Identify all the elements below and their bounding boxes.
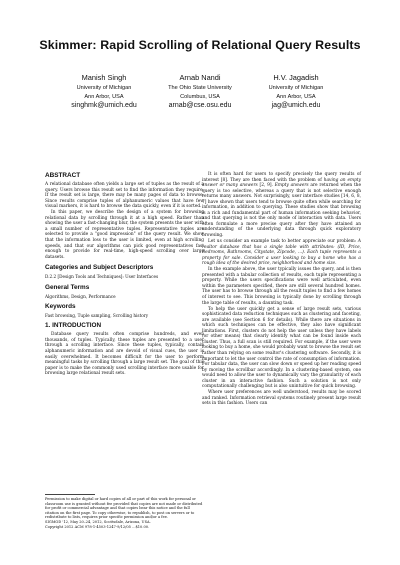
author-email: arnab@cse.osu.edu xyxy=(168,102,232,110)
left-column xyxy=(45,172,204,377)
author-email: jag@umich.edu xyxy=(271,102,321,110)
right-column xyxy=(202,172,361,407)
body-paragraph: To help the user quickly get a sense of large result sets, various sophisticated data reduction techniques such as clustering and faceting, are available (see Section 6 for details). While there are situations in which such techniques can be effective, they also have significant limitations. First, clusters do not help the user unless they have labels (or other means) that clearly identify what can be found inside each cluster. Thus, a full scan is still required. For example, if the user were looking to buy a home, she would probably want to browse the result set rather than relying on some realtor's clustering software. Secondly, it is important to let the user control the rate of consumption of information. For tabular data, the user can slow down or speed up her reading speed by moving the scrollbar accordingly. In a clustering-based system, one would need to allow the user to dynamically vary the granularity of each cluster in an interactive fashion. Such a solution is not only computationally challenging but is also unintuitive for quick browsing. xyxy=(202,306,361,390)
author-affiliation: The Ohio State University xyxy=(168,85,232,92)
body-paragraph xyxy=(202,172,361,239)
abstract-paragraph: A relational database often yields a large set of tuples as the result of a query. Users browse this result set to find the information they require. If the result set is large, there may be many pages of data to browse. Since results comprise tuples of alphanumeric values that have few visual markers, it is hard to browse the data quickly, even if it is sorted. xyxy=(45,182,204,210)
text-run: are returned when the query is too selective, whereas a query that is not selective enough returns many answers. Not surprisingly, user interface studies [14, 6, 8, 7] have shown that users tend to browse quite often while searching for information, in addition to querying. These studies show that browsing is a rich and fundamental part of human information seeking behavior, and that querying is not the only mode of interaction with data. Users often formulate a more precise query after they have attained an understanding of the underlying data through quick exploratory browsing. xyxy=(202,183,361,239)
author-affiliation: University of Michigan xyxy=(76,85,132,92)
introduction-heading: 1. INTRODUCTION xyxy=(45,322,102,330)
body-paragraph: Where user preferences are well understood, results may be scored and ranked. Information retrieval systems routinely present large result sets in this fashion. Users can xyxy=(202,390,361,407)
general-terms-heading: General Terms xyxy=(45,283,90,291)
example-task-text: A realtor database that has a single table with attributes: (ID, Price, Bedrooms, Bathrooms, Citystate, Zipcode, ...). Each tuple represents a property for sale. Consider a user looking to buy a home who has a rough idea of the desired price, neighborhood and home size. xyxy=(202,239,361,267)
author-location: Columbus, USA xyxy=(180,93,220,100)
abstract-paragraph: In this paper, we describe the design of a system for browsing relational data by scrolling through it at a high speed. Rather than showing the user a fast-changing blur, the system presents the user with a small number of representative tuples. Representative tuples are selected to provide a "good impression" of the query result. We show that the information loss to the user is limited, even at high scrolling speeds, and that our algorithms can pick good representatives fast enough to provide for real-time, high-speed scrolling over large datasets. xyxy=(45,210,205,260)
emphasis-text: Empty answers xyxy=(274,183,309,189)
copyright-footnote xyxy=(45,494,204,529)
emphasis-text: having an empty answer or many answers xyxy=(202,177,362,189)
introduction-paragraph: Database query results often comprise hundreds, and even thousands, of tuples. Typically, these tuples are presented to a user through a scrolling interface. Since these tuples, typically, contain alphanumeric information and are devoid of visual cues, the user is easily overwhelmed. It becomes difficult for the user to perform meaningful tasks by scrolling through a large result set. The goal of this paper is to make the commonly used scrolling interface more usable for browsing large relational result sets. xyxy=(45,332,204,377)
author-location: Ann Arbor, USA xyxy=(276,93,316,100)
author-location: Ann Arbor, USA xyxy=(84,93,124,100)
author-name: Arnab Nandi xyxy=(179,73,221,82)
keywords-text: Fast browsing, Tuple sampling, Scrolling history xyxy=(45,312,149,318)
keywords-heading: Keywords xyxy=(45,302,76,310)
text-run: It is often hard for users to specify precisely the query results of interest [8]. They are then faced with the problem of xyxy=(202,172,361,183)
author-block xyxy=(236,74,356,111)
categories-text: D.2.2 [Design Tools and Techniques]: User Interfaces xyxy=(45,274,159,280)
categories-heading: Categories and Subject Descriptors xyxy=(45,264,154,272)
author-name: H.V. Jagadish xyxy=(273,73,319,82)
conference-line: SIGMOD '12, May 20–24, 2012, Scottsdale, Arizona, USA. xyxy=(45,519,151,524)
abstract-heading: ABSTRACT xyxy=(45,172,81,179)
body-paragraph: In the example above, the user typically issues the query, and is then presented with a tabular collection of results, each tuple representing a property. While the users specifications were well articulated, even within the parameters specified, there are still several hundred homes. The user has to browse through all the result tuples to find a few homes of interest to see. This browsing is typically done by scrolling through the large table of results, a daunting task. xyxy=(202,267,361,306)
permission-notice: Permission to make digital or hard copies of all or part of this work for personal or classroom use is granted without fee provided that copies are not made or distributed for profit or commercial advantage and that copies bear this notice and the full citation on the first page. To copy otherwise, to republish, to post on servers or to redistribute to lists, requires prior specific permission and/or a fee. xyxy=(45,497,203,520)
text-run: [2, 9]. xyxy=(257,183,275,189)
author-affiliation: University of Michigan xyxy=(268,85,324,92)
author-name: Manish Singh xyxy=(81,73,127,82)
body-paragraph xyxy=(202,239,361,267)
author-email: singhmk@umich.edu xyxy=(71,102,137,110)
text-run: Let us consider an example task to better appreciate our problem: xyxy=(208,239,358,245)
copyright-line: Copyright 2012 ACM 978-1-4503-1247-9/12/05 ...$10.00. xyxy=(45,524,150,529)
paper-title: Skimmer: Rapid Scrolling of Relational Query Results xyxy=(39,38,361,52)
footnote-rule xyxy=(45,494,95,495)
general-terms-text: Algorithms, Design, Performance xyxy=(45,293,116,299)
